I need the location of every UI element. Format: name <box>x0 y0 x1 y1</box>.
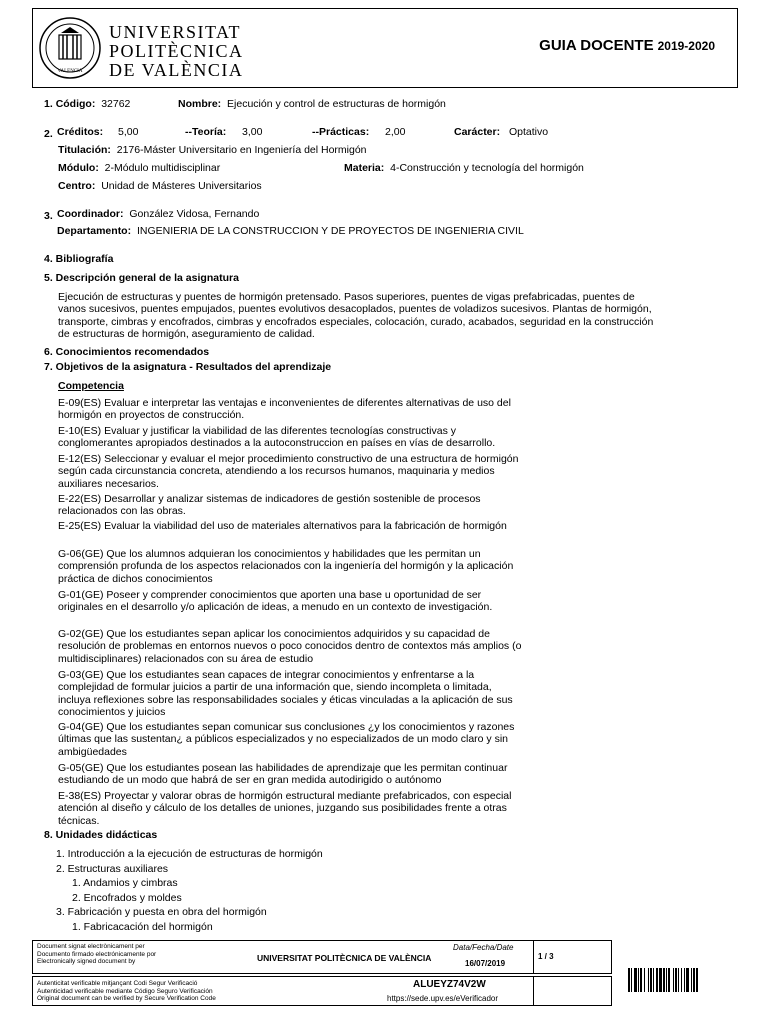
unit-item: 1. Andamios y cimbras <box>72 877 178 890</box>
practicas-label: --Prácticas: <box>312 126 370 138</box>
document-title: GUIA DOCENTE 2019-2020 <box>539 37 715 54</box>
competencia-item: G-03(GE) Que los estudiantes sean capaces de integrar conocimientos y enfrentarse a la complejidad de formular juicios a partir de una información que, siendo incompleta o limitada, incluya reflexiones sobre las responsabilidades sociales y éticas vinculadas a la aplicación de sus conocimientos y juicios <box>58 669 513 718</box>
units-list <box>56 847 323 935</box>
competencia-item: G-04(GE) Que los estudiantes sepan comunicar sus conclusiones ¿y los conocimientos y razones últimas que las sustentan¿ a públicos especializados y no especializados de un modo claro y sin ambigüedades <box>58 721 515 758</box>
section-1: 1. Código: 32762 <box>44 98 131 110</box>
document-header <box>32 8 738 88</box>
academic-year: 2019-2020 <box>657 39 715 53</box>
signed-by-text: Document signat electrònicament per Documento firmado electrónicamente por Electronically signed document by <box>37 943 157 965</box>
coordinador-row: Coordinador: González Vidosa, Fernando <box>57 208 260 220</box>
competencia-item: G-06(GE) Que los alumnos adquieran los conocimientos y habilidades que les permitan un comprensión profunda de los aspectos relacionados con la ingeniería del hormigón y la aplicación práctica de dichos conocimientos <box>58 548 514 585</box>
university-seal-icon <box>39 17 101 79</box>
competencia-item: E-12(ES) Seleccionar y evaluar el mejor procedimiento constructivo de una estructura de hormigón según cada circunstancia concreta, atendiendo a los recursos humanos, maquinaria y medios auxiliares necesarios. <box>58 453 519 490</box>
section-4-title: 4. Bibliografía <box>44 253 114 265</box>
nombre-value: Ejecución y control de estructuras de hormigón <box>227 98 446 110</box>
signature-date: 16/07/2019 <box>465 959 506 968</box>
section-7-title: 7. Objetivos de la asignatura - Resultados del aprendizaje <box>44 361 332 373</box>
competencia-item: E-38(ES) Proyectar y valorar obras de hormigón estructural mediante prefabricados, con especial atención al diseño y cálculo de los detalles de uniones, juzgando sus posibilidades frente a otras técnicas. <box>58 790 512 827</box>
caracter-label: Carácter: <box>454 126 501 138</box>
date-header: Data/Fecha/Date <box>453 943 514 952</box>
competencia-item: E-25(ES) Evaluar la viabilidad del uso de materiales alternativos para la fabricación de hormigón <box>58 520 507 532</box>
unit-item: 1. Introducción a la ejecución de estructuras de hormigón <box>56 848 323 860</box>
competencia-item: G-05(GE) Que los estudiantes posean las habilidades de aprendizaje que les permitan continuar estudiando de un modo que habrá de ser en gran medida autodirigido o autónomo <box>58 762 508 787</box>
section-8-title: 8. Unidades didácticas <box>44 829 158 841</box>
verification-url[interactable]: https://sede.upv.es/eVerificador <box>387 994 499 1003</box>
description-paragraph: Ejecución de estructuras y puentes de hormigón pretensado. Pasos superiores, puentes de vigas prefabricadas, puentes de vanos sucesivos, puentes empujados, puentes evolutivos desacoplados, puentes de voladizos sucesivos. Plantas de hormigón, transporte, cimbras y encofrados, cimbras y encofrados especiales, colocación, curado, acabados, seguridad en la construcción de estructuras de hormigón, aseguramiento de calidad. <box>58 291 654 340</box>
section-3-number: 3. <box>44 210 53 222</box>
svg-text:VALENCIA: VALENCIA <box>57 69 83 74</box>
centro-row: Centro: Unidad de Másteres Universitarios <box>58 180 262 192</box>
nombre-row: Nombre: Ejecución y control de estructuras de hormigón <box>178 98 446 110</box>
section-6-title: 6. Conocimientos recomendados <box>44 346 210 358</box>
university-name: UNIVERSITAT POLITÈCNICA DE VALÈNCIA <box>109 22 244 80</box>
teoria-label: --Teoría: <box>185 126 227 138</box>
creditos-row: Créditos: <box>57 126 104 138</box>
verification-code: ALUEYZ74V2W <box>413 979 486 990</box>
caracter-value: Optativo <box>509 126 549 138</box>
titulacion-row: Titulación: 2176-Máster Universitario en Ingeniería del Hormigón <box>58 144 367 156</box>
competencia-item: G-01(GE) Poseer y comprender conocimientos que aporten una base u oportunidad de ser originales en el desarrollo y/o aplicación de ideas, a menudo en un contexto de investigación. <box>58 589 493 614</box>
section-2-number: 2. <box>44 128 53 140</box>
unit-item: 3. Fabricación y puesta en obra del hormigón <box>56 906 267 919</box>
unit-item: 2. Encofrados y moldes <box>72 891 182 904</box>
unit-item: 1. Fabricacación del hormigón <box>72 920 213 933</box>
signature-footer <box>32 940 738 1008</box>
competencia-item: E-10(ES) Evaluar y justificar la viabilidad de las diferentes tecnologías constructivas y conglomerantes apropiados destinados a la autoconstruccion en países en vías de desarrollo. <box>58 425 496 450</box>
competencia-item: E-09(ES) Evaluar e interpretar las ventajas e inconvenientes de diferentes alternativas de uso del hormigón en proyectos de construcción. <box>58 397 511 422</box>
footer-university: UNIVERSITAT POLITÈCNICA DE VALÈNCIA <box>257 953 432 963</box>
modulo-row: Módulo: 2-Módulo multidisciplinar <box>58 162 221 174</box>
materia-row: Materia: 4-Construcción y tecnología del hormigón <box>344 162 584 174</box>
codigo-value: 32762 <box>101 98 131 110</box>
footer-signature-row <box>32 940 612 974</box>
unit-item: 2. Estructuras auxiliares <box>56 862 169 875</box>
section-5-title: 5. Descripción general de la asignatura <box>44 272 239 284</box>
departamento-row: Departamento: INGENIERIA DE LA CONSTRUCCION Y DE PROYECTOS DE INGENIERIA CIVIL <box>57 225 524 237</box>
barcode-icon <box>628 968 732 992</box>
competencia-item: E-22(ES) Desarrollar y analizar sistemas de indicadores de gestión sostenible de procesos relacionados con las obras. <box>58 493 481 518</box>
page-number: 1 / 3 <box>533 941 611 973</box>
teoria-value: 3,00 <box>242 126 263 138</box>
verification-text: Autenticitat verificable mitjançant Codi Segur Verificació Autenticidad verificable mediante Código Seguro Verificación Original document can be verified by Secure Verification Code <box>37 980 216 1002</box>
creditos-value: 5,00 <box>118 126 139 138</box>
practicas-value: 2,00 <box>385 126 406 138</box>
competencia-item: G-02(GE) Que los estudiantes sepan aplicar los conocimientos adquiridos y su capacidad de resolución de problemas en entornos nuevos o poco conocidos dentro de contextos más amplios (o multidisciplinares) relacionados con su área de estudio <box>58 628 522 665</box>
footer-verification-row <box>32 976 612 1006</box>
competencia-heading: Competencia <box>58 380 124 392</box>
